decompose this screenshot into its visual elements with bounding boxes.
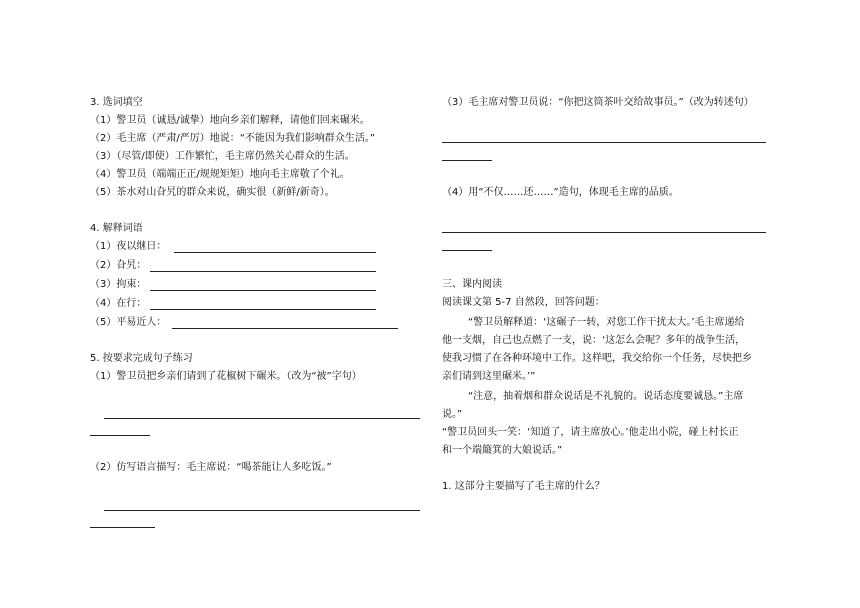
q4-sentence-making: （4）用“不仅……还……”造句，体现毛主席的品质。 (442, 187, 679, 198)
reading-question-1: 1. 这部分主要描写了毛主席的什么？ (442, 481, 605, 492)
s5-q1-answer-line-2[interactable] (90, 435, 150, 436)
passage-line-5: “注意，抽着烟和群众说话是不礼貌的。说话态度要诚恳。”主席 (468, 391, 744, 402)
s5-q1-answer-line[interactable] (104, 418, 420, 419)
q4-answer-line[interactable] (442, 232, 766, 233)
section-4-heading: 4. 解释词语 (90, 223, 143, 234)
q3-answer-line[interactable] (442, 142, 766, 143)
s5-q2-answer-line-2[interactable] (90, 527, 155, 528)
s4-answer-line-1[interactable] (174, 252, 376, 253)
s4-item-3: （3）拘束： (90, 279, 147, 290)
s3-item-5: （5）茶水对山旮旯的群众来说，确实很（新鲜/新奇）。 (90, 187, 335, 198)
q3-answer-line-2[interactable] (442, 160, 492, 161)
s4-item-2: （2）旮旯： (90, 260, 147, 271)
section-5-heading: 5. 按要求完成句子练习 (90, 353, 193, 364)
passage-line-3: 使我习惯了在各种环境中工作。这样吧，我交给你一个任务，尽快把乡 (442, 353, 752, 364)
s3-item-4: （4）警卫员（端端正正/规规矩矩）地向毛主席敬了个礼。 (90, 169, 350, 180)
passage-line-1: “警卫员解释道：‘这碾子一转，对您工作干扰太大。’毛主席递给 (468, 317, 745, 328)
s3-item-2: （2）毛主席（严肃/严厉）地说：“不能因为我们影响群众生活。” (90, 133, 376, 144)
reading-instruction: 阅读课文第 5-7 自然段，回答问题： (442, 297, 605, 308)
reading-section-title: 三、课内阅读 (442, 279, 502, 290)
s5-q2-answer-line[interactable] (104, 510, 420, 511)
passage-line-8: 和一个端簸箕的大娘说话。” (442, 445, 563, 456)
section-3-heading: 3. 选词填空 (90, 97, 143, 108)
s3-item-1: （1）警卫员（诚恳/诚挚）地向乡亲们解释，请他们回来碾米。 (90, 115, 370, 126)
s4-answer-line-4[interactable] (150, 309, 376, 310)
q4-answer-line-2[interactable] (442, 250, 492, 251)
s5-question-1: （1）警卫员把乡亲们请到了花椒树下碾米。（改为“被”字句） (90, 371, 362, 382)
passage-line-7: “警卫员回头一笑：‘知道了，请主席放心。’他走出小院，碰上村长正 (442, 427, 739, 438)
passage-line-6: 说。” (442, 409, 463, 420)
s4-item-4: （4）在行： (90, 298, 147, 309)
s4-answer-line-5[interactable] (172, 328, 398, 329)
q3-rewrite-indirect: （3）毛主席对警卫员说：“你把这筒茶叶交给故事员。”（改为转述句） (442, 97, 754, 108)
passage-line-2: 他一支烟，自己也点燃了一支，说：‘这怎么会呢？多年的战争生活， (442, 335, 746, 346)
s4-item-5: （5）平易近人： (90, 317, 167, 328)
s4-answer-line-3[interactable] (150, 290, 376, 291)
passage-line-4: 亲们请到这里碾米。’” (442, 371, 536, 382)
s3-item-3: （3）（尽管/即使）工作繁忙，毛主席仍然关心群众的生活。 (90, 151, 355, 162)
s4-answer-line-2[interactable] (150, 271, 376, 272)
s4-item-1: （1）夜以继日： (90, 241, 167, 252)
s5-question-2: （2）仿写语言描写：毛主席说：“喝茶能让人多吃饭。” (90, 462, 332, 473)
